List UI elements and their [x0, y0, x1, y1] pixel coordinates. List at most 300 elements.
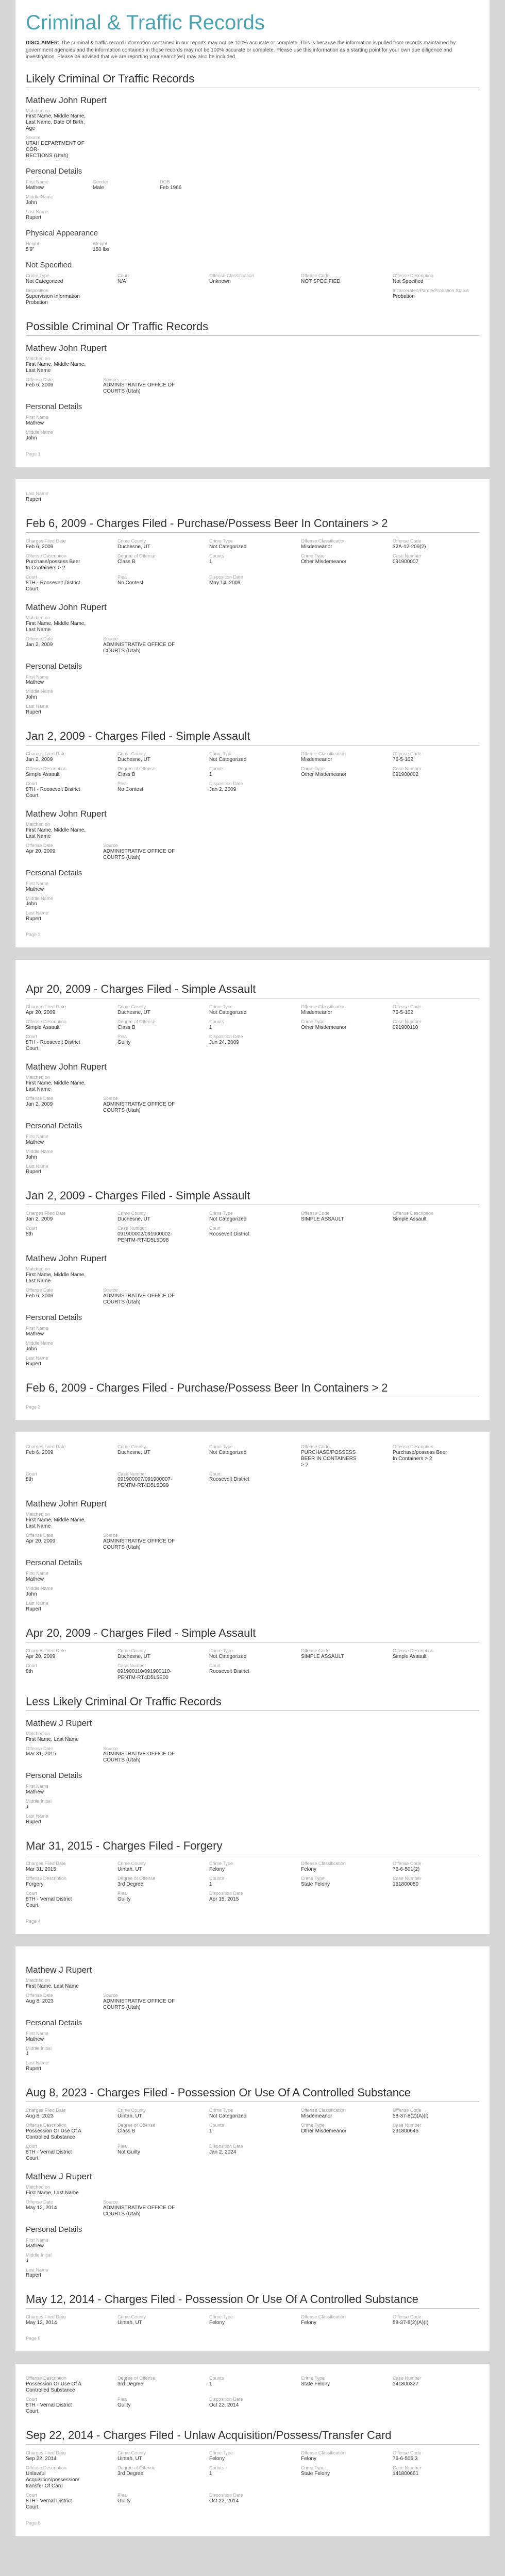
field-value: Feb 6, 2009 — [26, 382, 54, 388]
field-row — [26, 1731, 479, 1745]
field-value: First Name, Last Name — [26, 1983, 79, 1989]
field — [301, 2466, 388, 2489]
subsection-title: Personal Details — [26, 2018, 82, 2027]
field-value: Other Misdemeanor — [301, 1025, 347, 1031]
field-value: John — [26, 1591, 37, 1598]
section-title: Likely Criminal Or Traffic Records — [26, 72, 195, 85]
page-number: Page 2 — [26, 932, 41, 938]
field-label: DOB — [160, 179, 170, 185]
field — [26, 2061, 88, 2072]
field — [26, 1341, 88, 1352]
field-value: 3rd Degree — [117, 1881, 144, 1887]
field-label: Crime Type — [301, 2123, 325, 2128]
field-label: First Name — [26, 415, 49, 420]
field-row — [26, 2107, 479, 2122]
field — [26, 752, 112, 763]
field-value: 58-37-8(2)(A)(I) — [393, 2320, 429, 2326]
field-label: Court — [26, 1226, 38, 1231]
field-value: 091900002 — [393, 771, 419, 777]
field — [103, 1288, 206, 1306]
field-value: 091900110/091900110- PENTM-RT4D5L5E00 — [117, 1668, 172, 1681]
section-title: Jan 2, 2009 - Charges Filed - Simple Assault — [26, 730, 250, 743]
field-value: May 12, 2014 — [26, 2320, 57, 2326]
field — [117, 2451, 204, 2462]
field-label: Gender — [93, 179, 109, 185]
field — [26, 1586, 88, 1598]
field-value: NOT SPECIFIED — [301, 278, 341, 284]
field — [26, 1096, 98, 1114]
field-value: First Name, Last Name — [26, 1736, 79, 1742]
field-value: 76-6-506.3 — [393, 2455, 418, 2462]
field-label: Offense Code — [393, 2314, 422, 2320]
field-label: Disposition — [26, 287, 49, 293]
record-person-name: Mathew John Rupert — [26, 1062, 107, 1072]
field — [26, 1601, 88, 1613]
field-value: 8th — [26, 1231, 33, 1238]
field-label: Offense Date — [26, 1745, 53, 1751]
field-value: Mathew — [26, 2036, 44, 2042]
field — [393, 1020, 479, 1031]
field-value: Feb 1966 — [160, 185, 182, 191]
field-value: Not Categorized — [209, 2113, 247, 2120]
field-row — [26, 574, 479, 595]
field — [393, 1211, 479, 1223]
field-row — [26, 287, 479, 309]
field-label: Court — [26, 2144, 38, 2149]
section-divider — [26, 335, 479, 336]
field — [301, 1876, 388, 1888]
field-row — [26, 377, 479, 398]
field — [301, 1649, 388, 1660]
field — [209, 1664, 296, 1681]
field-row — [26, 2396, 479, 2417]
field-value: First Name, Middle Name, Last Name — [26, 1080, 86, 1092]
field — [26, 1649, 112, 1660]
field-label: Source — [103, 377, 118, 382]
field-label: First Name — [26, 674, 49, 680]
subsection-title: Personal Details — [26, 402, 82, 412]
field-value: Duchesne, UT — [117, 544, 150, 550]
field-label: Offense Classification — [301, 2450, 346, 2456]
field-value: 150 lbs — [93, 246, 110, 252]
field-label: Plea — [117, 2492, 127, 2498]
field — [393, 554, 479, 571]
field-row — [26, 1004, 479, 1019]
report-page — [15, 479, 490, 947]
field-label: Charges Filed Date — [26, 1211, 66, 1216]
field-label: Crime County — [117, 1004, 146, 1010]
field — [301, 767, 388, 778]
field-row — [26, 1992, 479, 2013]
field — [393, 2108, 479, 2120]
field-row — [26, 781, 479, 802]
field-value: ADMINISTRATIVE OFFICE OF COURTS (Utah) — [103, 1751, 175, 1764]
field — [26, 492, 88, 503]
field-value: Mar 31, 2015 — [26, 1867, 56, 1873]
field-row — [26, 1340, 479, 1355]
disclaimer-label: DISCLAIMER: — [26, 40, 60, 46]
field-label: Crime County — [117, 2108, 146, 2113]
field-row — [26, 1148, 479, 1163]
field-label: Source — [103, 1095, 118, 1101]
field — [117, 2315, 204, 2326]
field-label: Charges Filed Date — [26, 2108, 66, 2113]
field-row — [26, 2465, 479, 2492]
field-label: Offense Classification — [301, 538, 346, 544]
field-row — [26, 553, 479, 574]
field — [117, 1035, 204, 1052]
subsection-title: Personal Details — [26, 1771, 82, 1781]
field-row — [26, 2045, 479, 2060]
record-person-name: Mathew J Rupert — [26, 1964, 92, 1975]
field-label: Degree of Offense — [117, 2123, 156, 2128]
field — [26, 1512, 88, 1530]
field — [117, 1861, 204, 1873]
field-label: Court — [26, 1471, 38, 1477]
field-label: Middle Initial — [26, 1799, 52, 1804]
section-title: Mar 31, 2015 - Charges Filed - Forgery — [26, 1839, 223, 1853]
field — [26, 637, 98, 654]
field-label: Crime Type — [209, 1648, 233, 1653]
field — [209, 1649, 296, 1660]
field — [26, 2031, 88, 2043]
field-value: Aug 8, 2023 — [26, 1998, 54, 2004]
field-value: 151800080 — [393, 1881, 419, 1887]
field-row — [26, 1783, 479, 1798]
field-value: ADMINISTRATIVE OFFICE OF COURTS (Utah) — [103, 1538, 175, 1551]
field-value: Class B — [117, 771, 136, 777]
field — [26, 2376, 112, 2394]
field-label: Crime County — [117, 751, 146, 757]
field-value: First Name, Last Name — [26, 2190, 79, 2196]
field-value: Uintah, UT — [117, 1867, 142, 1873]
field-label: Weight — [93, 241, 107, 246]
field — [209, 1020, 296, 1031]
field-value: Not Categorized — [26, 278, 63, 284]
field — [393, 1861, 479, 1873]
field-row — [26, 1095, 479, 1116]
field-label: Matched on — [26, 2184, 50, 2190]
field — [26, 1020, 112, 1031]
field-label: Crime County — [117, 1861, 146, 1867]
field-label: Counts — [209, 2465, 224, 2470]
field-label: Degree of Offense — [117, 2376, 156, 2381]
field-label: Offense Description — [26, 766, 66, 772]
field-label: Crime Type — [301, 766, 325, 772]
field-label: Offense Code — [393, 1004, 422, 1010]
field-value: Purchase/possess Beer In Containers > 2 — [26, 558, 80, 571]
field-label: Degree of Offense — [117, 766, 156, 772]
record-person-name: Mathew John Rupert — [26, 808, 107, 819]
field-row — [26, 1266, 479, 1287]
field-value: No Contest — [117, 580, 144, 586]
field-row — [26, 674, 479, 689]
field-label: Court — [26, 781, 38, 786]
field-value: Oct 22, 2014 — [209, 2402, 239, 2409]
field-label: Crime Type — [301, 1876, 325, 1882]
field-label: Disposition Date — [209, 781, 243, 786]
field — [393, 539, 479, 550]
field — [26, 2185, 88, 2196]
section-title: Less Likely Criminal Or Traffic Records — [26, 1694, 222, 1708]
field-value: Not Categorized — [209, 1449, 247, 1455]
field-label: Crime Type — [209, 751, 233, 757]
field-row — [26, 2267, 479, 2282]
field-value: N/A — [117, 278, 126, 284]
field-label: First Name — [26, 1571, 49, 1577]
field-value: Class B — [117, 2128, 136, 2134]
field — [26, 1005, 112, 1016]
field-value: Mathew — [26, 420, 44, 427]
field-label: First Name — [26, 1133, 49, 1139]
field — [26, 2493, 112, 2511]
field-row — [26, 194, 479, 209]
field — [26, 2144, 112, 2162]
field-label: Matched on — [26, 615, 50, 620]
subsection-title: Personal Details — [26, 1121, 82, 1130]
subsection-title: Personal Details — [26, 167, 82, 176]
field-value: Simple Assault — [393, 1653, 427, 1659]
field — [209, 2315, 296, 2326]
field-value: J — [26, 2051, 28, 2057]
field — [117, 554, 204, 571]
field-value: Possession Or Use Of A Controlled Substance — [26, 2381, 81, 2394]
field-value: Duchesne, UT — [117, 1216, 150, 1223]
field — [26, 1978, 88, 1990]
field-value: Misdemeanor — [301, 757, 332, 763]
field-value: John — [26, 435, 37, 442]
field-label: Last Name — [26, 910, 48, 916]
field-label: Plea — [117, 1890, 127, 1896]
field-value: Rupert — [26, 709, 42, 716]
field-label: Matched on — [26, 821, 50, 827]
field-value: Felony — [209, 2455, 225, 2462]
field-label: Offense Description — [393, 273, 433, 278]
field-label: Offense Date — [26, 1287, 53, 1293]
field-value: 8TH - Vernal District Court — [26, 2149, 72, 2161]
field — [301, 782, 388, 799]
field-label: Middle Initial — [26, 2045, 52, 2051]
field — [209, 2144, 296, 2162]
field-value: Mathew — [26, 1789, 44, 1795]
field — [26, 2238, 88, 2249]
field-row — [26, 1890, 479, 1911]
record-person-name: Mathew John Rupert — [26, 95, 107, 105]
field-label: Charges Filed Date — [26, 1004, 66, 1010]
field — [393, 575, 479, 592]
field-row — [26, 880, 479, 895]
field-label: Incarcerated/Parole/Probation Status — [393, 287, 469, 293]
field-row — [26, 636, 479, 657]
field-label: Last Name — [26, 209, 48, 215]
field-row — [26, 1977, 479, 1992]
field — [26, 1571, 88, 1583]
field-label: Crime County — [117, 1211, 146, 1216]
field-value: 3rd Degree — [117, 2470, 144, 2477]
field-label: Last Name — [26, 491, 48, 497]
field-value: First Name, Middle Name, Last Name — [26, 620, 86, 633]
field-value: Jan 2, 2024 — [209, 2149, 237, 2155]
field — [117, 539, 204, 550]
section-title: Aug 8, 2023 - Charges Filed - Possession Or Use Of A Controlled Substance — [26, 2086, 411, 2099]
field-value: 8th — [26, 1477, 33, 1483]
field — [209, 575, 296, 592]
field-label: Offense Date — [26, 1992, 53, 1998]
field-value: John — [26, 694, 37, 701]
field — [209, 554, 296, 571]
field-label: First Name — [26, 1784, 49, 1789]
field — [26, 1326, 88, 1337]
field-row — [26, 766, 479, 781]
field — [209, 2451, 296, 2462]
field-value: 76-6-501(2) — [393, 1867, 420, 1873]
field — [26, 767, 112, 778]
field-label: Offense Description — [393, 1444, 433, 1449]
field-value: 141800661 — [393, 2470, 419, 2477]
field-row — [26, 1033, 479, 1055]
field-label: Court — [26, 2492, 38, 2498]
field-label: Counts — [209, 2376, 224, 2381]
page-number: Page 4 — [26, 1918, 41, 1924]
field-row — [26, 688, 479, 703]
field — [209, 2108, 296, 2120]
field — [26, 274, 112, 285]
field-label: Offense Description — [26, 1019, 66, 1025]
field — [301, 274, 388, 285]
field-value: Duchesne, UT — [117, 1010, 150, 1016]
field-value: Apr 15, 2015 — [209, 1896, 239, 1902]
field — [26, 2200, 98, 2217]
field-value: State Felony — [301, 2470, 330, 2477]
field-label: Charges Filed Date — [26, 1648, 66, 1653]
field — [393, 1035, 479, 1052]
field-value: Aug 8, 2023 — [26, 2113, 54, 2120]
field-value: Simple Assault — [26, 771, 60, 777]
field-value: Other Misdemeanor — [301, 2128, 347, 2134]
field-value: John — [26, 1346, 37, 1352]
field-value: First Name, Middle Name, Last Name — [26, 1517, 86, 1530]
field — [103, 1096, 206, 1114]
field — [26, 195, 88, 206]
field — [103, 637, 206, 654]
field-value: 231800645 — [393, 2128, 419, 2134]
field-value: Not Categorized — [209, 757, 247, 763]
field-value: ADMINISTRATIVE OFFICE OF COURTS (Utah) — [103, 382, 175, 395]
field-label: Disposition Date — [209, 2397, 243, 2402]
field-value: May 12, 2014 — [26, 2205, 57, 2211]
page-number: Page 1 — [26, 451, 41, 457]
field — [393, 1472, 479, 1489]
record-person-name: Mathew John Rupert — [26, 602, 107, 612]
field — [103, 1993, 206, 2011]
field-value: 8TH - Roosevelt District Court — [26, 786, 80, 799]
field-label: Last Name — [26, 1355, 48, 1361]
field-label: Court — [209, 1471, 221, 1477]
report-page — [15, 960, 490, 1419]
field-row — [26, 2199, 479, 2220]
field-value: Mathew — [26, 1331, 44, 1337]
field-value: Feb 6, 2009 — [26, 1293, 54, 1299]
field-value: 8TH - Vernal District Court — [26, 2402, 72, 2415]
field-value: 091900110 — [393, 1025, 418, 1031]
field — [301, 1211, 388, 1223]
field — [301, 752, 388, 763]
field — [26, 1533, 98, 1551]
field-value: Jan 2, 2009 — [26, 641, 53, 648]
field-value: Class B — [117, 1025, 136, 1031]
page-number: Page 3 — [26, 1404, 41, 1410]
field-row — [26, 2492, 479, 2513]
field — [26, 689, 88, 701]
field — [26, 1267, 88, 1284]
field-value: ADMINISTRATIVE OFFICE OF COURTS (Utah) — [103, 1293, 175, 1306]
field-label: Middle Name — [26, 430, 54, 435]
field-value: Jun 24, 2009 — [209, 1040, 239, 1045]
field-value: PURCHASE/POSSESS BEER IN CONTAINERS > 2 — [301, 1449, 357, 1468]
field — [301, 575, 388, 592]
section-divider — [26, 532, 479, 533]
field — [393, 1445, 479, 1468]
field-label: Disposition Date — [209, 1034, 243, 1040]
subsection-title: Personal Details — [26, 662, 82, 671]
field — [209, 2397, 296, 2415]
field-label: Middle Name — [26, 194, 54, 200]
field-row — [26, 134, 479, 162]
field-label: Offense Code — [393, 2450, 422, 2456]
field-row — [26, 1325, 479, 1340]
field — [393, 274, 479, 285]
subsection-title: Not Specified — [26, 260, 72, 269]
field — [26, 1226, 112, 1244]
field-label: Crime Type — [209, 2314, 233, 2320]
field-value: ADMINISTRATIVE OFFICE OF COURTS (Utah) — [103, 2205, 175, 2217]
field-row — [26, 429, 479, 444]
field — [26, 843, 98, 861]
field — [301, 1445, 388, 1468]
field-label: Crime County — [117, 538, 146, 544]
field-value: Oct 22, 2014 — [209, 2498, 239, 2504]
field — [393, 289, 479, 306]
field-label: Source — [26, 135, 41, 141]
field-label: Crime Type — [209, 1004, 233, 1010]
field-row — [26, 1019, 479, 1033]
field — [26, 882, 88, 893]
field — [301, 2451, 388, 2462]
field — [26, 1211, 112, 1223]
field — [209, 289, 296, 306]
section-title: Apr 20, 2009 - Charges Filed - Simple Assault — [26, 1626, 256, 1639]
field-row — [26, 1585, 479, 1600]
field-value: Apr 20, 2009 — [26, 1010, 56, 1016]
disclaimer-text: The criminal & traffic record information contained in our reports may not be 100% accurate or complete. This is because the information is pulled from records maintained by government agencies and the information contained in those records may not be 100% accurate or complete. Please use this information as a starting point for your own due diligence and investigation. Please be advised that we are reporting your search(es) may also be included. — [26, 40, 456, 60]
field — [393, 2466, 479, 2489]
field-value: 1 — [209, 1881, 212, 1887]
field-value: Guilty — [117, 2402, 131, 2409]
field — [26, 1356, 88, 1367]
field — [26, 1784, 88, 1795]
field-row — [26, 1798, 479, 1813]
field — [26, 2253, 88, 2264]
field-value: Not Categorized — [209, 1653, 247, 1659]
field — [301, 1005, 388, 1016]
field-value: Rupert — [26, 1169, 42, 1175]
field — [26, 2123, 112, 2141]
field-value: Male — [93, 185, 104, 191]
field-label: Plea — [117, 2397, 127, 2402]
field-label: Offense Code — [301, 1211, 330, 1216]
report-page — [15, 1432, 490, 1934]
field-value: Jan 2, 2009 — [26, 757, 53, 763]
